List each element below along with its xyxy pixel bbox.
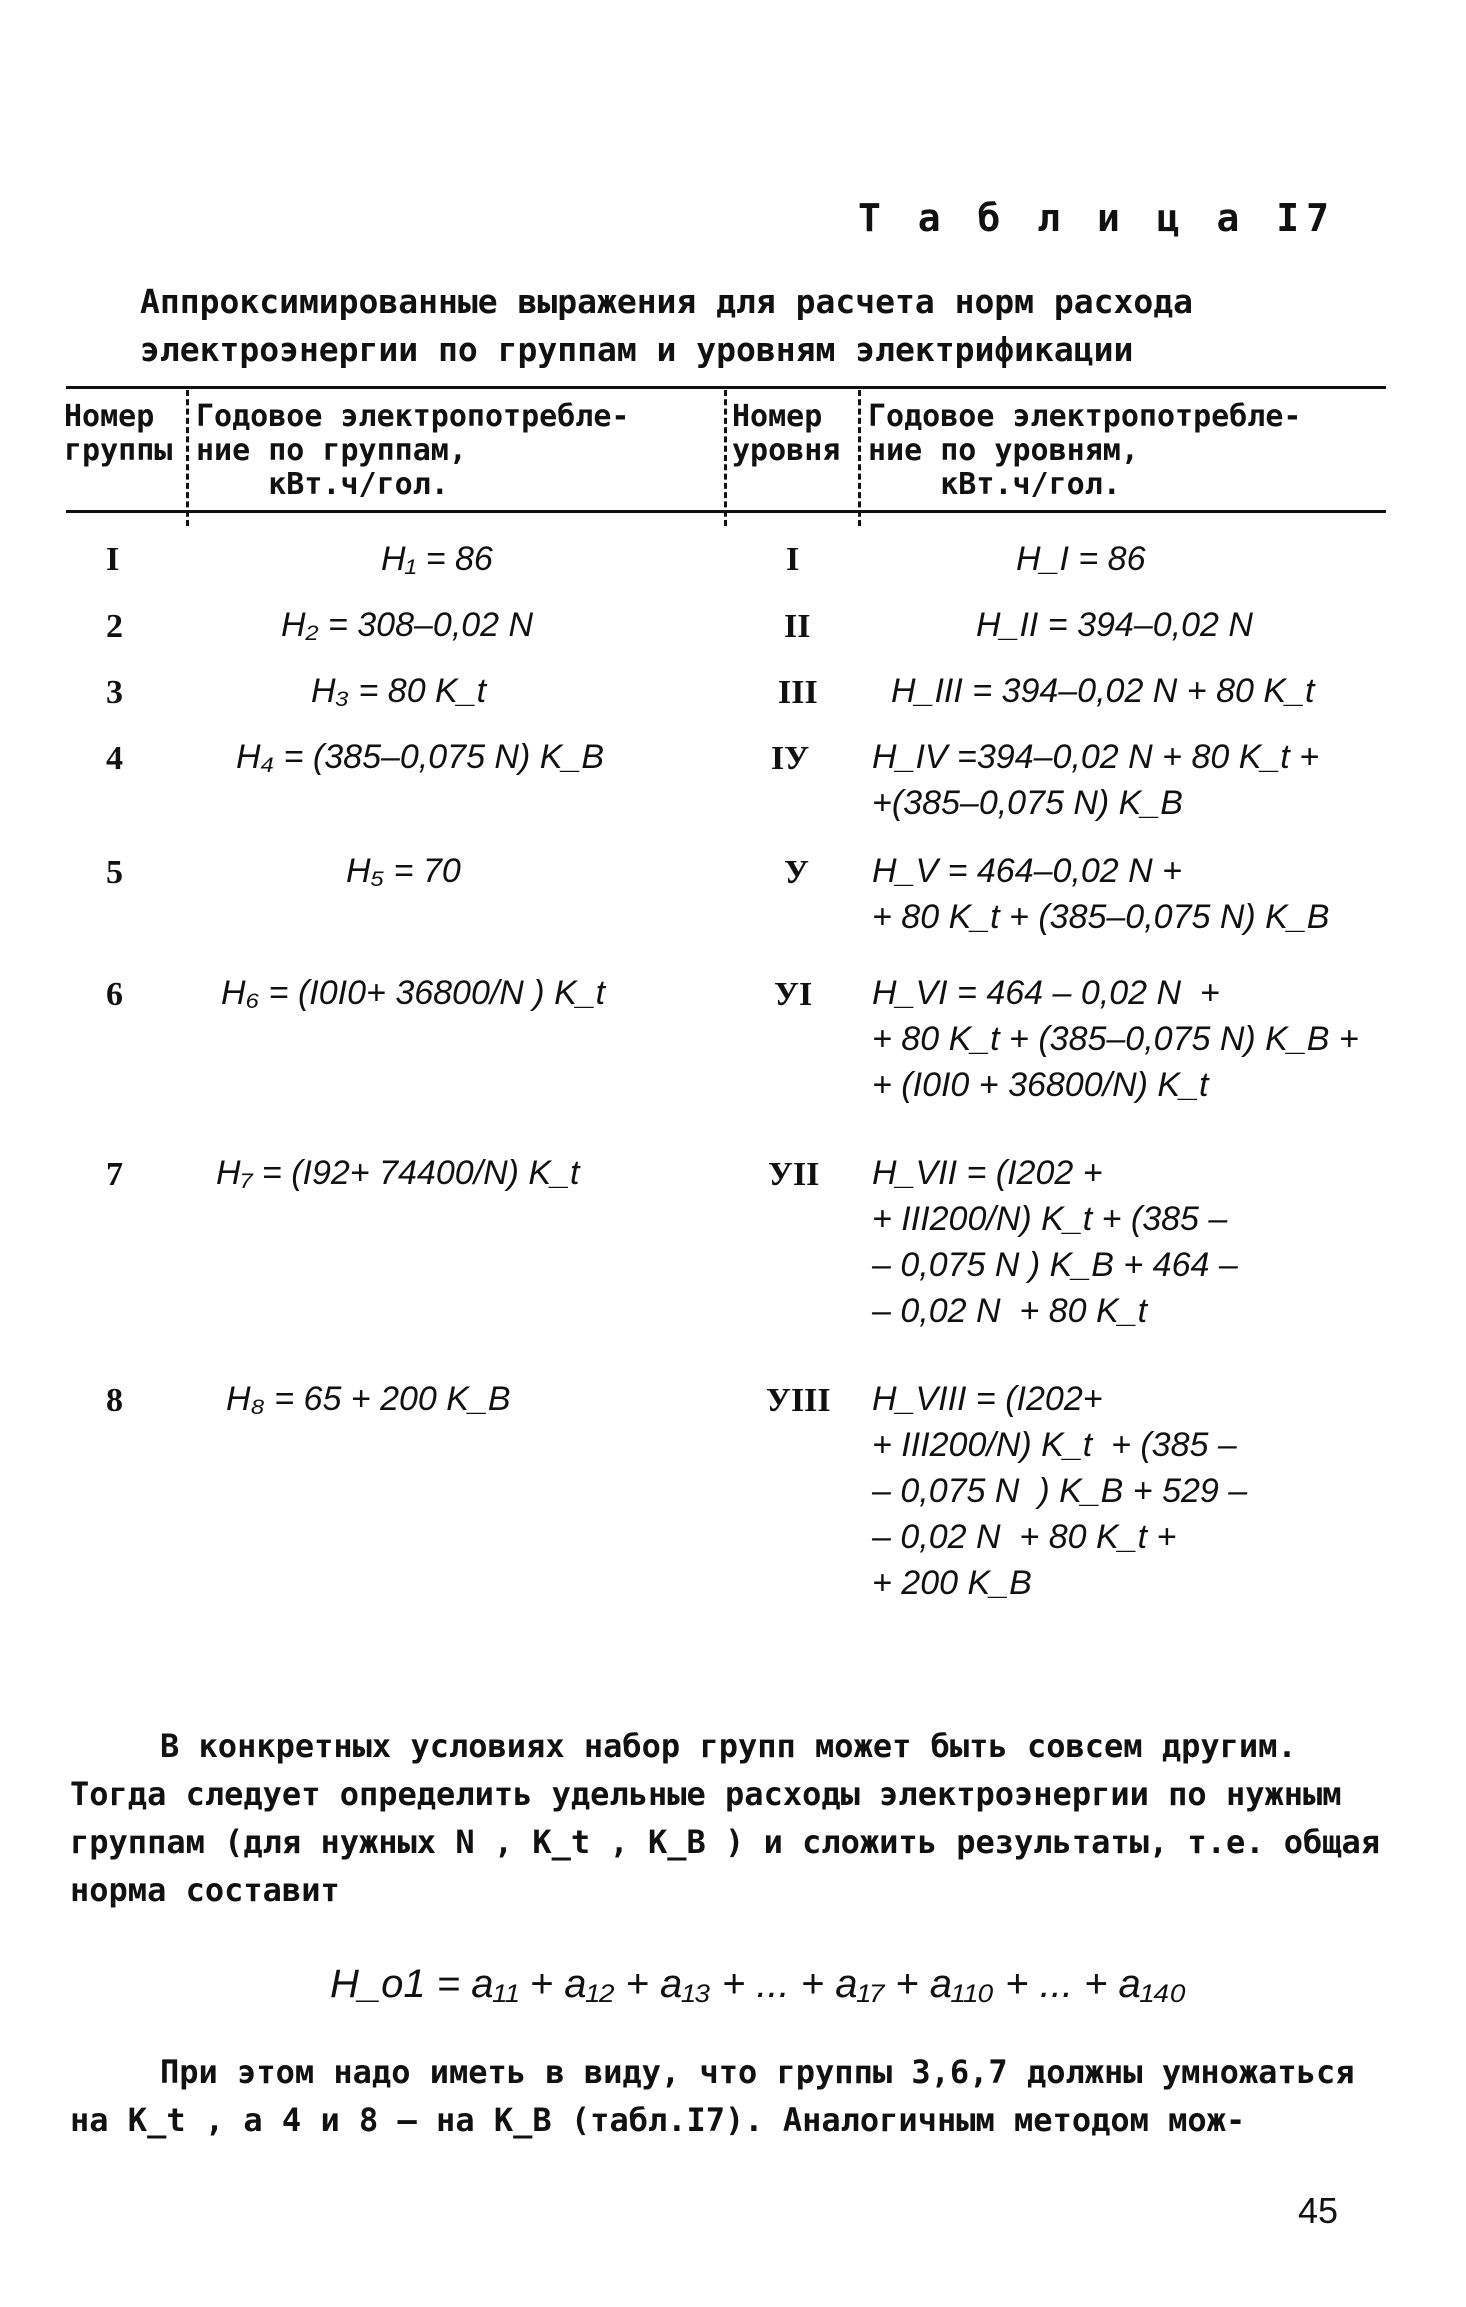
column-divider <box>724 390 729 526</box>
level-number: I <box>786 541 800 578</box>
group-formula: H₁ = 86 <box>381 540 493 578</box>
column-divider <box>858 390 863 526</box>
total-norm-formula: H_o1 = a₁₁ + a₁₂ + a₁₃ + ... + a₁₇ + a₁₁₀ + ... + a₁₄₀ <box>330 1962 1187 2006</box>
header-level-number: Номер уровня <box>732 399 841 468</box>
header-group-consumption: Годовое электропотребле- ние по группам, кВт.ч/гол. <box>196 399 630 502</box>
group-number: 8 <box>106 1382 123 1419</box>
body-paragraph: При этом надо иметь в виду, что группы 3,6,7 должны умножаться на K_t , а 4 и 8 – на K_B (табл.I7). Аналогичным методом мож- <box>70 2053 1355 2139</box>
group-number: 7 <box>106 1156 123 1193</box>
level-number: IУ <box>771 740 810 777</box>
group-number: 2 <box>106 608 123 645</box>
table-title: Т а б л и ц а I7 <box>858 196 1337 240</box>
level-formula: H_IV =394–0,02 N + 80 K_t + +(385–0,075 N) K_B <box>872 738 1320 822</box>
group-formula: H₂ = 308–0,02 N <box>281 606 534 644</box>
group-number: I <box>106 541 120 578</box>
level-number: УII <box>768 1156 820 1193</box>
level-formula: H_VI = 464 – 0,02 N + + 80 K_t + (385–0,075 N) K_B + + (I0I0 + 36800/N) K_t <box>872 974 1359 1104</box>
group-formula: H₅ = 70 <box>346 852 461 890</box>
level-formula: H_V = 464–0,02 N + + 80 K_t + (385–0,075 N) K_B <box>872 852 1330 936</box>
group-number: 6 <box>106 976 123 1013</box>
level-formula: H_I = 86 <box>1016 540 1146 578</box>
level-formula: H_VII = (I202 + + III200/N) K_t + (385 – – 0,075 N ) K_B + 464 – – 0,02 N + 80 K_t <box>872 1154 1238 1330</box>
page-number: 45 <box>1298 2190 1339 2231</box>
norms-table <box>66 386 1386 1706</box>
column-divider <box>186 390 191 526</box>
level-number: УI <box>774 976 813 1013</box>
level-formula: H_VIII = (I202+ + III200/N) K_t + (385 – – 0,075 N ) K_B + 529 – – 0,02 N + 80 K_t + + 200 K_B <box>872 1380 1248 1602</box>
group-formula: H₄ = (385–0,075 N) K_B <box>236 738 605 776</box>
level-formula: H_III = 394–0,02 N + 80 K_t <box>891 672 1315 710</box>
group-formula: H₇ = (I92+ 74400/N) K_t <box>216 1154 580 1192</box>
table-top-rule <box>66 386 1386 389</box>
header-level-consumption: Годовое электропотребле- ние по уровням, кВт.ч/гол. <box>868 399 1302 502</box>
group-number: 4 <box>106 740 123 777</box>
level-number: III <box>778 674 818 711</box>
group-number: 5 <box>106 854 123 891</box>
group-formula: H₆ = (I0I0+ 36800/N ) K_t <box>221 974 606 1012</box>
group-number: 3 <box>106 674 123 711</box>
level-number: У <box>784 854 809 891</box>
group-formula: H₈ = 65 + 200 K_B <box>226 1380 511 1418</box>
header-group-number: Номер группы <box>64 399 173 468</box>
level-number: УIII <box>766 1382 831 1419</box>
body-paragraph: В конкретных условиях набор групп может быть совсем другим. Тогда следует определить удельные расходы электроэнергии по нужным группам (для нужных N , K_t , K_B ) и сложить результаты, т.е. общая норма составит <box>70 1727 1381 1909</box>
group-formula: H₃ = 80 K_t <box>311 672 487 710</box>
level-formula: H_II = 394–0,02 N <box>976 606 1253 644</box>
level-number: II <box>784 608 811 645</box>
table-caption: Аппроксимированные выражения для расчета норм расхода электроэнергии по группам и уровням электрификации <box>140 282 1193 369</box>
